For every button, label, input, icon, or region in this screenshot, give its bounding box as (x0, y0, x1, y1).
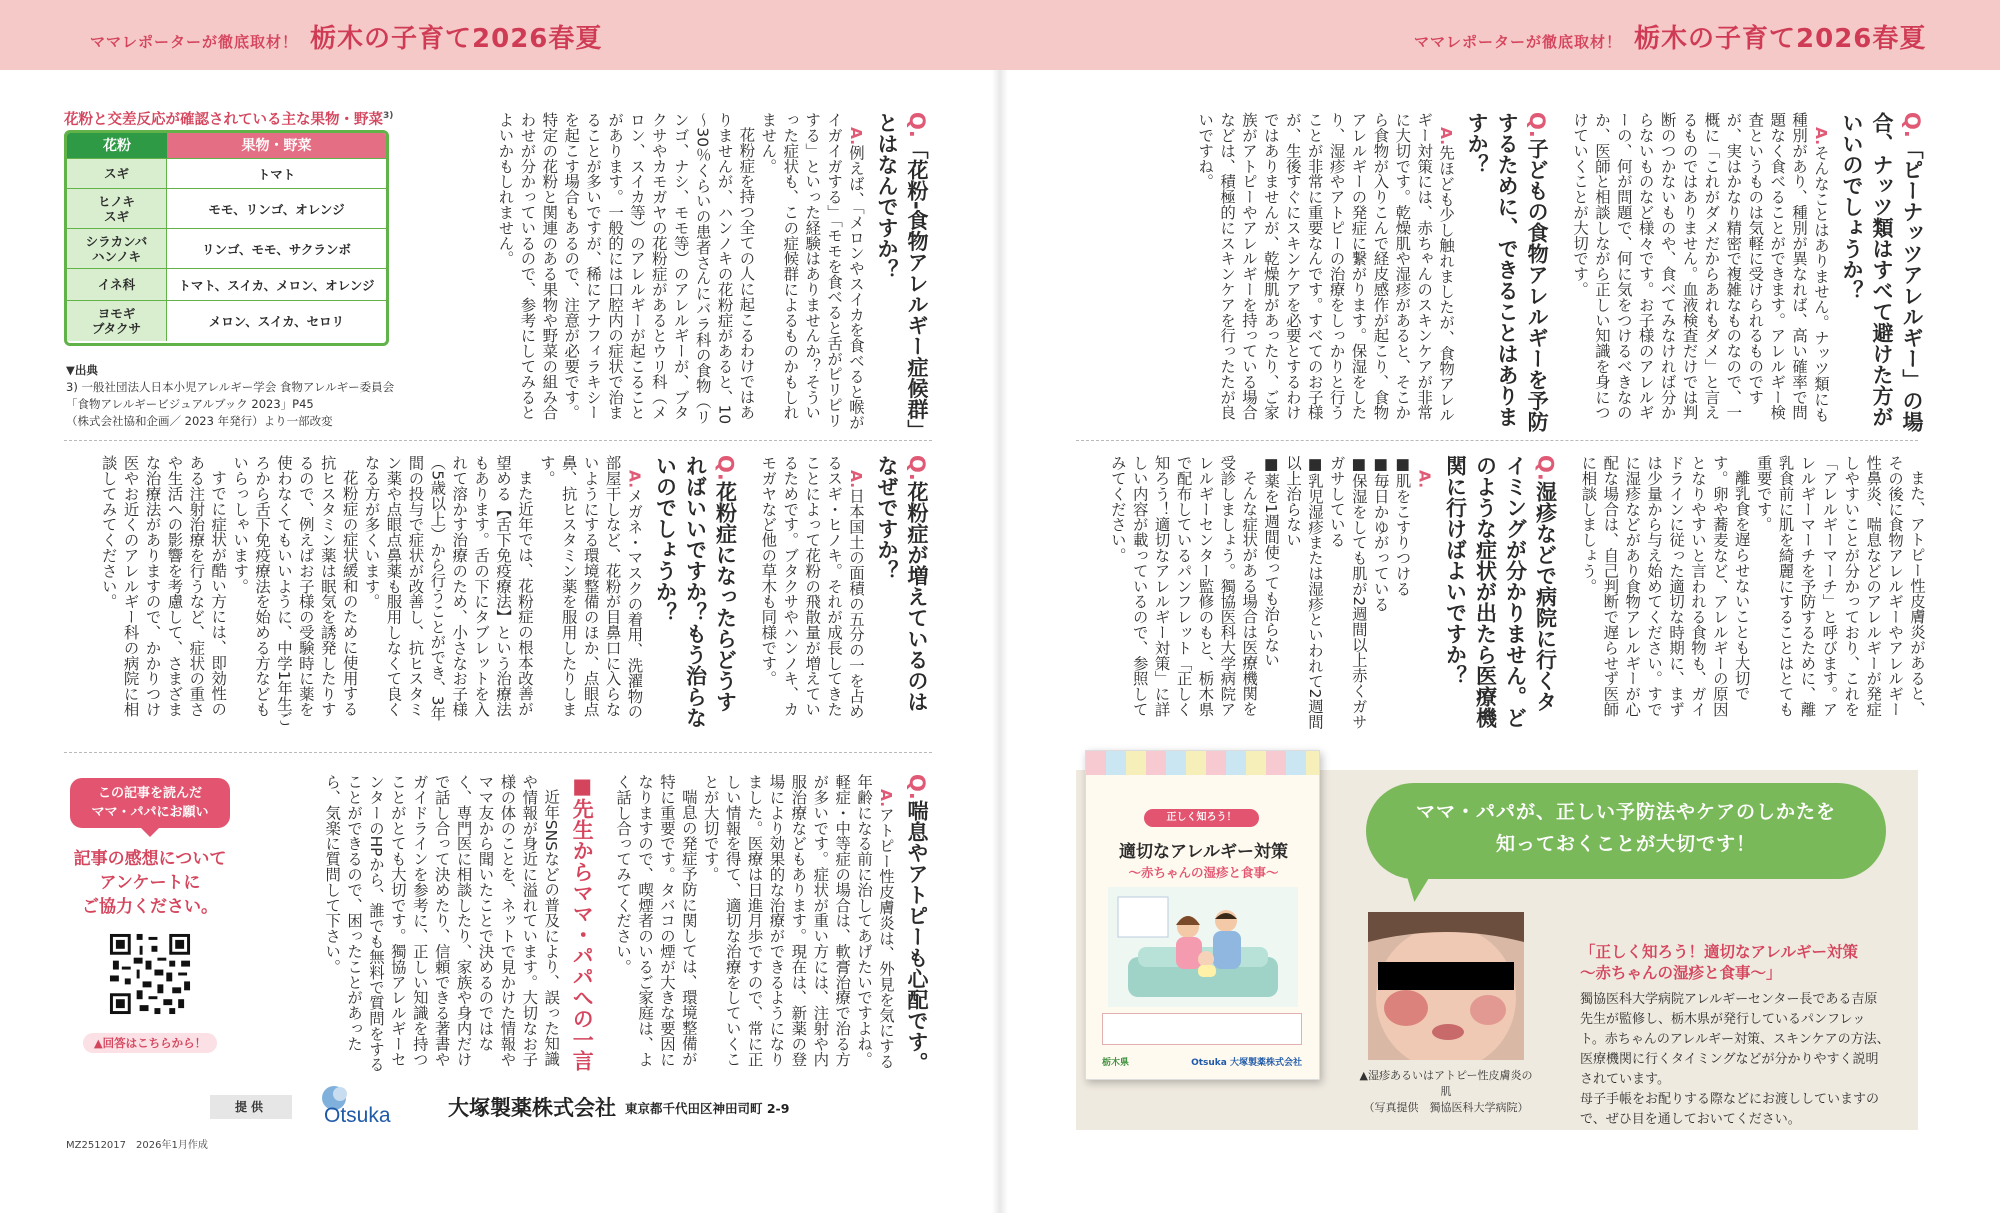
left-mid-article (70, 455, 932, 730)
answer-paragraph: 喘息の発症予防に関しては、環境整備が特に重要です。タバコの煙が大きな要因になりますので、喫煙者のいるご家庭は、よく話し合ってみてください。 (614, 774, 698, 1067)
source-line: 3) 一般社団法人日本小児アレルギー学会 食物アレルギー委員会 (66, 380, 395, 394)
source-line: 「食物アレルギービジュアルブック 2023」P45 (66, 397, 314, 411)
table-row (67, 189, 386, 229)
fruit-cell: トマト (257, 166, 296, 182)
page-gutter (992, 70, 1008, 1213)
question-heading: Q.花粉症になったらどうすればいいですか？もう治らないのでしょうか？ (653, 455, 738, 728)
table-header-pollen: 花粉 (67, 133, 167, 158)
source-line: （株式会社協和企画／ 2023 年発行）より一部改変 (66, 414, 333, 428)
divider (64, 440, 932, 441)
doctor-message-heading: ■先生からママ・パパへの一言 (570, 774, 595, 1071)
symptom-item: ■肌をこすりつける (1393, 455, 1412, 597)
pamphlet-cover (1085, 750, 1320, 1080)
answer-paragraph: すでに症状が酷い方には、即効性のある注射治療を行うなど、症状の重さや生活への影響を考慮して、さまざまな治療法がありますので、かかりつけ医やお近くのアレルギー科の病院に相談してみてください。 (99, 455, 228, 717)
doctor-message: 近年SNSなどの普及により、誤った知識や情報が身近に溢れています。大切なお子様の体のことを、ネットで見かけた情報やママ友から聞いたことで決めるのではなく、専門医に相談したり、家族や身内だけで話し合って決めたり、信頼できる著書やガイドラインを参考に、正しい知識を持つことがとても大切です。獨協アレルギーセンターのHPから、誰でも無料で質問をすることができるので、困ったことがあったら、気楽に質問して下さい。 (323, 774, 561, 1073)
symptom-item: ■乳児湿疹または湿疹といわれて2週間以上治らない (1284, 455, 1324, 730)
survey-qr-code[interactable] (107, 931, 193, 1017)
symptom-item: ■薬を1週間使っても治らない (1262, 455, 1281, 668)
pollen-cell: ヨモギ ブタクサ (67, 301, 167, 341)
answer-here-button[interactable]: ▲回答はこちらから！ (83, 1033, 217, 1053)
divider (1076, 440, 1918, 441)
page-header-left (0, 0, 1000, 70)
promo-text: 記事の感想について アンケートに ご協力ください。 (73, 849, 227, 917)
answer-label: A. (1415, 470, 1434, 489)
provided-by-label: 提供 (210, 1095, 292, 1119)
answer-paragraph: また近年では、花粉症の根本改善が望める【舌下免疫療法】という治療法もあります。舌の下にタブレットを入れて溶かす治療のため、小さなお子様（5歳以上）から行うことができ、3年間の投与で症状が改善し、抗ヒスタミン薬や点眼点鼻薬も服用しなくて良くなる方が多くいます。 (362, 455, 534, 721)
promo-pill-arrow (141, 828, 159, 837)
fruit-cell: モモ、リンゴ、オレンジ (208, 201, 345, 217)
pamphlet-title: 適切なアレルギー対策 (1119, 842, 1288, 862)
divider (64, 752, 932, 753)
symptom-item: ■毎日かゆがっている (1371, 455, 1390, 612)
answer-paragraph: A.例えば、「メロンやスイカを食べると喉がイガイガする」「モモを食べると舌がピリピリする」といった経験はありませんか？そういった症状も、この症候群によるものかもしれません。 (759, 112, 865, 431)
source-note (66, 362, 394, 430)
otsuka-mini-logo: Otsuka 大塚製薬株式会社 (1191, 1057, 1302, 1068)
answer-paragraph: A.アトピー性皮膚炎は、外見を気にする年齢になる前に治してあげたいですよね。軽症・中等症の場合は、軟膏治療で治る方が多いです。症状が重い方には、注射や内服治療などもあります。現在は、新薬の登場により効果的な治療ができるようになりました。医療は日進月歩ですので、常に正しい情報を得て、適切な治療をしていくことが大切です。 (701, 774, 895, 1070)
tochigi-logo: 栃木県 (1102, 1057, 1130, 1068)
skin-rash-photo (1368, 912, 1524, 1060)
pamphlet-subtitle: ～赤ちゃんの湿疹と食事～ (1128, 865, 1279, 880)
table-row (67, 159, 386, 189)
fruit-cell: メロン、スイカ、セロリ (208, 314, 345, 329)
table-header-fruit: 果物・野菜 (167, 133, 386, 158)
pollen-cell: イネ科 (67, 269, 167, 300)
table-header-row (67, 133, 386, 159)
fruit-cell: トマト、スイカ、メロン、オレンジ (178, 277, 375, 293)
pamphlet-tag: 正しく知ろう！ (1144, 809, 1259, 827)
body-paragraph: 離乳食を遅らせないことも大切です。卵や蕎麦など、アレルギーの原因となりやすいと言われる食物も、ガイドラインに従った適切な時期に、まずは少量から与え始めてください。すでに湿疹などがあり食物アレルギーが心配な場合は、自己判断で遅らせず医師に相談しましょう。 (1579, 455, 1751, 717)
header-subtitle: ママレポーターが徹底取材！ (90, 33, 299, 51)
header-title: 栃木の子育て2026春夏 (1634, 24, 1927, 54)
question-heading: Q.「花粉-食物アレルギー症候群」とはなんですか？ (875, 112, 929, 431)
table-row (67, 301, 386, 341)
table-title: 花粉と交差反応が確認されている主な果物・野菜$^{3)}$ (64, 111, 394, 128)
table-row (67, 229, 386, 269)
otsuka-logo (316, 1082, 442, 1128)
right-top-article (1095, 112, 1927, 432)
pamphlet-intro-paragraph: 獨協医科大学病院アレルギーセンター長である吉原先生が監修し、栃木県が発行しているパンフレット。赤ちゃんのアレルギー対策、スキンケアの方法、医療機関に行くタイミングなどが分かりやすく説明されています。 (1580, 992, 1890, 1087)
survey-promo (70, 778, 230, 1053)
pamphlet-info-box (1102, 1013, 1302, 1045)
header-subtitle: ママレポーターが徹底取材！ (1414, 33, 1623, 51)
pollen-cell: スギ (67, 159, 167, 188)
intro-paragraph: また、アトピー性皮膚炎があると、その後に食物アレルギーやアレルギー性鼻炎、喘息などのアレルギーが発症しやすいことが分かっており、これを「アレルギーマーチ」と呼びます。アレルギーマーチを予防するために、離乳食前に肌を綺麗にすることはとても重要です。 (1754, 455, 1926, 717)
answer-paragraph: そんな症状がある場合は医療機関を受診しましょう。獨協医科大学病院アレルギーセンター監修のもと、栃木県で配布しているパンフレット「正しく知ろう！適切なアレルギー対策」に詳しい内容が載っているので、参照してみてください。 (1108, 455, 1259, 717)
pollen-cell: ヒノキ スギ (67, 189, 167, 228)
company-name: 大塚製薬株式会社 (448, 1096, 616, 1120)
family-illustration (1108, 887, 1298, 1007)
cross-reaction-table (64, 130, 389, 346)
answer-paragraph: 花粉症の症状緩和のために使用する抗ヒスタミン薬は眠気を誘発したりするので、例えばお子様の受験時に薬を使わなくてもいいように、中学1年生ごろから舌下免疫療法を始める方なども いらっしゃいます。 (231, 455, 359, 727)
pamphlet-intro-title: 「正しく知ろう！適切なアレルギー対策 ～赤ちゃんの湿疹と食事～」 (1580, 943, 1858, 982)
source-label: ▼出典 (66, 363, 98, 377)
question-heading: Q.喘息やアトピーも心配です。 (905, 774, 929, 1073)
page-header-right (1000, 0, 2000, 70)
left-top-article (412, 112, 932, 432)
answer-paragraph: A.そんなことはありません。ナッツ類にも種別があり、種別が異なれば、高い確率で問題なく食べることができます。アレルギー検査というものは気軽に受けられるものですが、実はかなり精密で複雑なものなので、一概に「これがダメだからあれもダメ」と言えるものではありません。血液検査だけでは判断のつかないものや、食べてみなければ分からないものなど様々です。お子様のアレルギーの、何が問題で、何に気をつけるべきなのか、医師と相談しながら正しい知識を身につけていくことが大切です。 (1571, 112, 1830, 423)
company-address: 東京都千代田区神田司町 2-9 (625, 1101, 790, 1116)
answer-paragraph: A.先ほども少し触れましたが、食物アレルギー対策には、赤ちゃんのスキンケアが非常に大切です。乾燥肌や湿疹があると、そこから食物が入りこんで経皮感作が起こり、食物アレルギーの発症に繋がります。保湿をしたり、湿疹やアトピーの治療をしっかりと行うことが非常に重要なんです。すべてのお子様が、生後すぐにスキンケアを必要とするわけではありませんが、乾燥肌があったり、ご家族がアトピーやアレルギーを持っている場合などは、積極的にスキンケアを行ったたが良いですね。 (1196, 112, 1456, 423)
speech-bubble-text: ママ・パパが、正しい予防法やケアのしかたを 知っておくことが大切です！ (1415, 801, 1836, 855)
photo-caption: ▲湿疹あるいはアトピー性皮膚炎の肌 （写真提供 獨協医科大学病院） (1359, 1069, 1533, 1114)
pamphlet-intro-paragraph: 母子手帳をお配りする際などにお渡ししていますので、ぜひ目を通しておいてください。 (1580, 1092, 1880, 1127)
right-mid-article (1095, 455, 1927, 730)
answer-paragraph: 花粉症を持つ全ての人に起こるわけではありませんが、ハンノキの花粉症があると、10～30％くらいの患者さんにバラ科の食物（リンゴ、ナシ、モモ等）のアレルギーが、ブタクサやカモガヤの花粉症があるとウリ科（メロン、スイカ等）のアレルギーが起こることがあります。一般的には口腔内の症状で治まることが多いですが、稀にアナフィラキシーを起こす場合もあるので、注意が必要です。特定の花粉と関連のある果物や野菜の組み合わせが分かっているので、参考にしてみるとよいかもしれません。 (496, 112, 756, 425)
question-heading: Q.「ピーナッツアレルギー」の場合、ナッツ類はすべて避けた方がいいのでしょうか？ (1840, 112, 1924, 432)
pamphlet-stripe (1086, 751, 1319, 775)
question-heading: Q.子どもの食物アレルギーを予防するために、できることはありますか？ (1465, 112, 1550, 432)
question-heading: Q.花粉症が増えているのはなぜですか？ (875, 455, 929, 712)
left-bottom-article (262, 774, 932, 1074)
otsuka-logo-text: Otsuka (324, 1104, 391, 1127)
question-heading: Q.湿疹などで病院に行くタイミングが分かりません。どのような症状が出たら医療機関に行けばよいですか？ (1443, 455, 1558, 728)
pamphlet-footer (1102, 1051, 1302, 1071)
answer-paragraph: A.メガネ・マスクの着用、洗濯物の部屋干しなど、花粉が目鼻口に入らないようにする環境整備のほか、点眼点鼻、抗ヒスタミン薬を服用したりします。 (537, 455, 644, 720)
table-row (67, 269, 386, 301)
document-code: MZ2512017 2026年1月作成 (66, 1140, 208, 1151)
header-title: 栃木の子育て2026春夏 (310, 24, 603, 54)
symptom-item: ■保湿をしても肌が2週間以上赤くガサガサしている (1327, 455, 1368, 730)
answer-paragraph: A.日本国土の面積の五分の一を占めるスギ・ヒノキ。それが成長してきたことによって花粉の飛散量が増えているためです。ブタクサやハンノキ、カモガヤなど他の草木も同様です。 (759, 455, 865, 720)
fruit-cell: リンゴ、モモ、サクランボ (202, 241, 351, 257)
pollen-cell: シラカンバ ハンノキ (67, 229, 167, 268)
promo-pill: この記事を読んだ ママ・パパにお願い (70, 778, 230, 828)
pamphlet-intro-body (1580, 990, 1890, 1130)
